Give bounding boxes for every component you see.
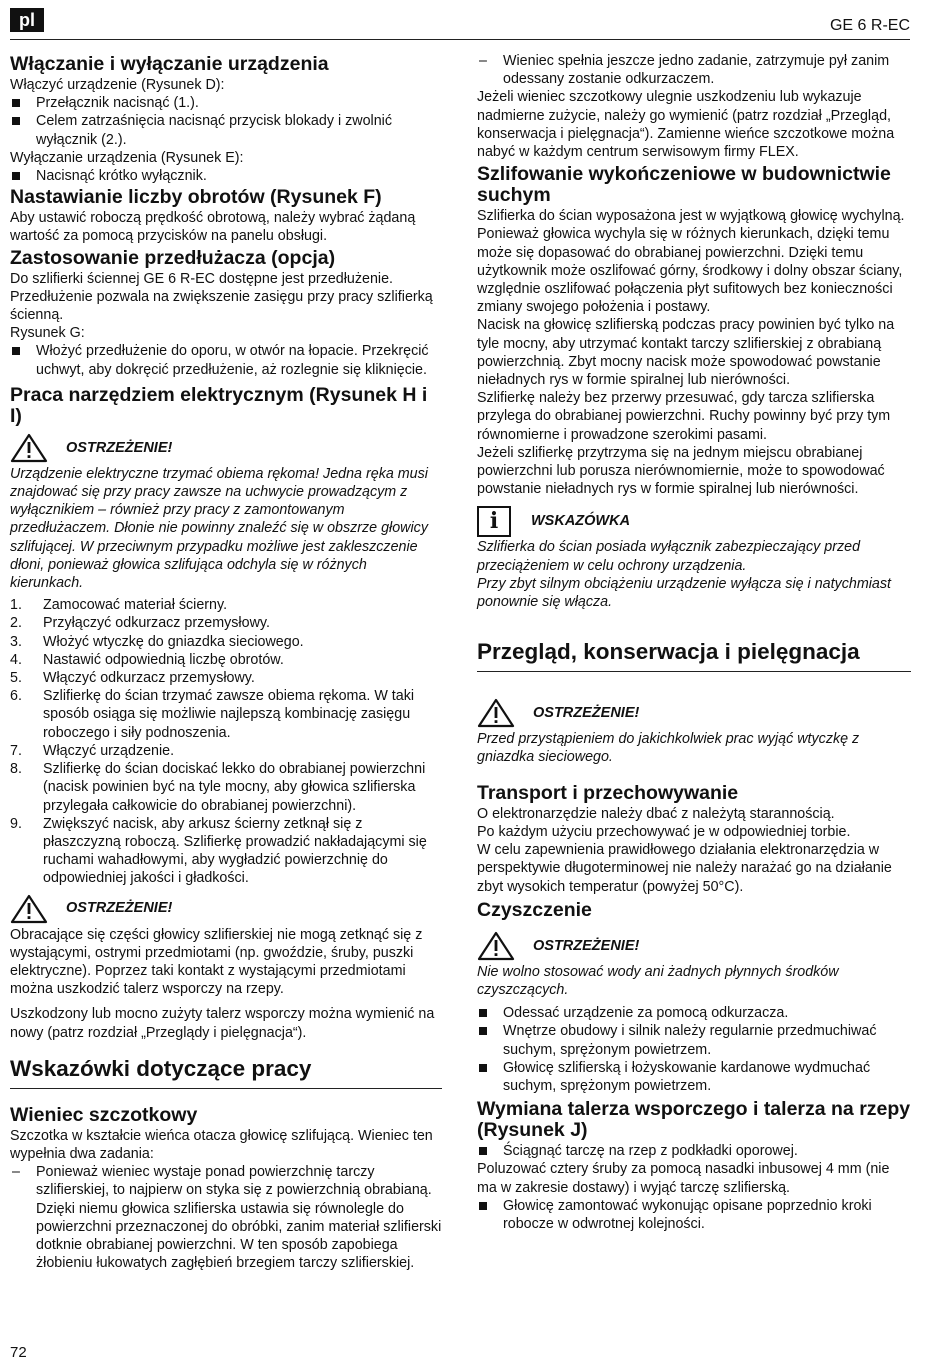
list-item: 6. Szlifierkę do ścian trzymać zawsze obiema rękoma. W taki sposób osiąga się możliwie najlepszą kombinację zasięgu roboczego i siły podnoszenia. [10,688,415,741]
right-column [477,52,911,1233]
switch-on-step-2: Celem zatrzaśnięcia nacisnąć przycisk blokady i zwolnić wyłącznik (2.). [10,112,442,148]
heading-dry-sanding: Szlifowanie wykończeniowe w budownictwie suchym [477,163,891,207]
warning-triangle-icon [477,698,515,728]
note-text: Szlifierka do ścian posiada wyłącznik zabezpieczający przed przeciążeniem w celu ochrony urządzenia. [477,539,861,574]
page-number: 72 [10,1344,27,1361]
warning-label: OSTRZEŻENIE! [533,705,640,722]
list-item: 3. Włożyć wtyczkę do gniazdka sieciowego. [10,633,304,650]
pad-step-1: Ściągnąć tarczę na rzep z podkładki oporowej. [477,1142,911,1160]
transport-p1: O elektronarzędzie należy dbać z należytą starannością. [477,805,835,822]
cleaning-step-1: Odessać urządzenie za pomocą odkurzacza. [477,1004,911,1022]
switch-off-step-1: Nacisnąć krótko wyłącznik. [10,167,442,185]
list-item: 9. Zwiększyć nacisk, aby arkusz ścierny zetknął się z płaszczyzną roboczą. Szlifierkę prowadzić nakładającymi się ruchami wahadłowymi, aby wygładzić powierzchnię do odpowiedniej jakości i gładkości. [10,815,427,887]
dry-sanding-p1: Szlifierka do ścian wyposażona jest w wyjątkową głowicę wychylną. Ponieważ głowica wychyla się w różnych kierunkach, dzięki temu może się dopasować do obrabianej powierzchni. Dzięki temu użytkownik może oszlifować górny, środkowy i dolny obszar ściany, względnie oszlifować połączenia płyt sufitowych bez konieczności zmiany swojego położenia i postawy. [477,208,905,316]
transport-p2: Po każdym użyciu przechowywać je w odpowiedniej torbie. [477,823,851,840]
pad-text: Poluzować cztery śruby za pomocą nasadki inbusowej 4 mm (nie ma w zakresie dostawy) i wyjąć tarczę szlifierską. [477,1161,890,1196]
warning-block [477,931,911,961]
warning-block [10,894,442,924]
dry-sanding-p3: Szlifierkę należy bez przerwy przesuwać, gdy tarcza szlifierska przylega do obrabianej powierzchni. Ruchy powinny być przy tym równomierne i prowadzone szerokimi pasami. [477,390,891,443]
brush-ring-item-1: – Ponieważ wieniec wystaje ponad powierzchnię tarczy szlifierskiej, to najpierw on styka się z powierzchnią obrabianą. Dzięki niemu głowica szlifierska ustawia się równolegle do powierzchni przeznaczonej do obróbki, zanim materiał szlifierski dotknie obrabianej powierzchni. W ten sposób zapobiega żłobieniu łukowatych zagłębień brzegiem tarczy szlifierskiej. [10,1163,442,1272]
warning-text: Urządzenie elektryczne trzymać obiema rękoma! Jedna ręka musi znajdować się przy pracy zawsze na uchwycie prowadzącym z wyłącznikiem – również przy pracy z zamontowanym przedłużaczem. Dłonie nie powinny znaleźć się w obszrze głowicy szlifującej. W przeciwnym przypadku możliwe jest zakleszczenie dłoni, ponieważ głowica szlifująca odchyla się w różnych kierunkach. [10,465,428,592]
warning-triangle-icon [10,433,48,463]
heading-work: Praca narzędziem elektrycznym (Rysunek H i I) [10,383,428,427]
heading-extension: Zastosowanie przedłużacza (opcja) [10,246,336,269]
brush-ring-item-2: – Wieniec spełnia jeszcze jedno zadanie, zatrzymuje pył zanim odessany zostanie odkurzaczem. [477,52,911,88]
list-item: 1. Zamocować materiał ścierny. [10,597,228,614]
heading-tips: Wskazówki dotyczące pracy [10,1056,442,1089]
heading-switching: Włączanie i wyłączanie urządzenia [10,53,329,75]
extension-p2: Przedłużenie pozwala na zwiększenie zasięgu przy pracy szlifierką ścienną. [10,288,433,324]
extension-p3: Rysunek G: [10,325,85,342]
list-item: 8. Szlifierkę do ścian dociskać lekko do obrabianej powierzchni (nacisk powinien być na tyle mocny, aby głowica szlifierska przylegała całkowicie do obrabianej powierzchni). [10,761,426,814]
cleaning-step-3: Głowicę szlifierską i łożyskowanie kardanowe wydmuchać suchym, sprężonym powietrzem. [477,1059,911,1095]
speed-text: Aby ustawić roboczą prędkość obrotową, należy wybrać żądaną wartość za pomocą przycisków na panelu obsługi. [10,210,416,245]
note-label: WSKAZÓWKA [531,513,631,530]
warning-triangle-icon [10,894,48,924]
switch-off-intro: Wyłączanie urządzenia (Rysunek E): [10,149,244,166]
dry-sanding-p2: Nacisk na głowicę szlifierską podczas pracy powinien być tylko na tyle mocny, aby utrzymać kontakt tarczy szlifierskiej z obrabianą powierzchnią. Zbyt mocny nacisk może spowodować powstanie nieładnych rys w formie spiralnej lub nierówności. [477,317,895,389]
model-label: GE 6 R-EC [829,17,910,34]
heading-maintenance: Przegląd, konserwacja i pielęgnacja [477,639,911,672]
warning-text: Obracające się części głowicy szlifierskiej nie mogą zetknąć się z wystającymi, ostrymi przedmiotami (np. gwoździe, śruby, puszki elektryczne). Poprzez taki kontakt z wystającymi przedmiotami można uszkodzić talerz wsporczy na rzepy. [10,926,423,998]
brush-ring-text: Szczotka w kształcie wieńca otacza głowicę szlifującą. Wieniec ten wypełnia dwa zadania: [10,1127,433,1162]
warning-label: OSTRZEŻENIE! [66,439,173,456]
header-rule [10,39,910,40]
heading-speed: Nastawianie liczby obrotów (Rysunek F) [10,186,382,209]
note-block [477,506,911,536]
warning-triangle-icon [477,931,515,961]
dry-sanding-p4: Jeżeli szlifierkę przytrzyma się na jednym miejscu obrabianej powierzchni lub porusza nierównomiernie, może to spowodować powstanie nieładnych rys w formie spiralnej lub nierówności. [477,444,885,498]
heading-brush-ring: Wieniec szczotkowy [10,1103,198,1126]
extension-p1: Do szlifierki ściennej GE 6 R-EC dostępne jest przedłużenie. [10,270,394,287]
warning-text: Przed przystąpieniem do jakichkolwiek prac wyjąć wtyczkę z gniazdka sieciowego. [477,731,860,766]
transport-p3: W celu zapewnienia prawidłowego działania elektronarzędzia w perspektywie długoterminowej nie należy narażać go na działanie zbyt wysokich temperatur (powyżej 50°C). [477,842,892,895]
warning-block [10,433,442,463]
list-item: 4. Nastawić odpowiednią liczbę obrotów. [10,651,284,668]
heading-pad-replace: Wymiana talerza wsporczego i talerza na rzepy (Rysunek J) [477,1098,911,1142]
switch-on-intro: Włączyć urządzenie (Rysunek D): [10,77,225,93]
list-item: 2. Przyłączyć odkurzacz przemysłowy. [10,615,270,632]
extension-step-1: Włożyć przedłużenie do oporu, w otwór na łopacie. Przekręcić uchwyt, aby dokręcić przedłużenie, aż rozlegnie się kliknięcie. [10,342,442,378]
switch-on-step-1: Przełącznik nacisnąć (1.). [10,94,442,112]
brush-ring-replace-text: Jeżeli wieniec szczotkowy ulegnie uszkodzeniu lub wykazuje nadmierne zużycie, należy go wymienić (patrz rozdział „Przegląd, konserwacja i pielęgnacja“). Zamienne wieńce szczotkowe można nabyć w każdym centrum serwisowym firmy FLEX. [477,89,895,161]
heading-cleaning: Czyszczenie [477,898,592,921]
list-item: 7. Włączyć urządzenie. [10,742,175,759]
cleaning-step-2: Wnętrze obudowy i silnik należy regularnie przedmuchiwać suchym, sprężonym powietrzem. [477,1022,911,1058]
heading-transport: Transport i przechowywanie [477,781,739,804]
warning-label: OSTRZEŻENIE! [66,900,173,917]
warning-text: Nie wolno stosować wody ani żadnych płynnych środków czyszczących. [477,963,839,998]
list-item: 5. Włączyć odkurzacz przemysłowy. [10,670,255,687]
language-badge: pl [10,8,44,32]
pad-replace-text: Uszkodzony lub mocno zużyty talerz wsporczy można wymienić na nowy (patrz rozdział „Przeglądy i pielęgnacja“). [10,1006,435,1041]
warning-label: OSTRZEŻENIE! [533,937,640,954]
left-column [10,52,442,1272]
warning-block [477,698,911,728]
pad-step-2: Głowicę zamontować wykonując opisane poprzednio kroki robocze w odwrotnej kolejności. [477,1197,911,1233]
note-text-2: Przy zbyt silnym obciążeniu urządzenie wyłącza się i natychmiast ponownie się włącza. [477,575,891,611]
info-icon: i [477,506,511,537]
